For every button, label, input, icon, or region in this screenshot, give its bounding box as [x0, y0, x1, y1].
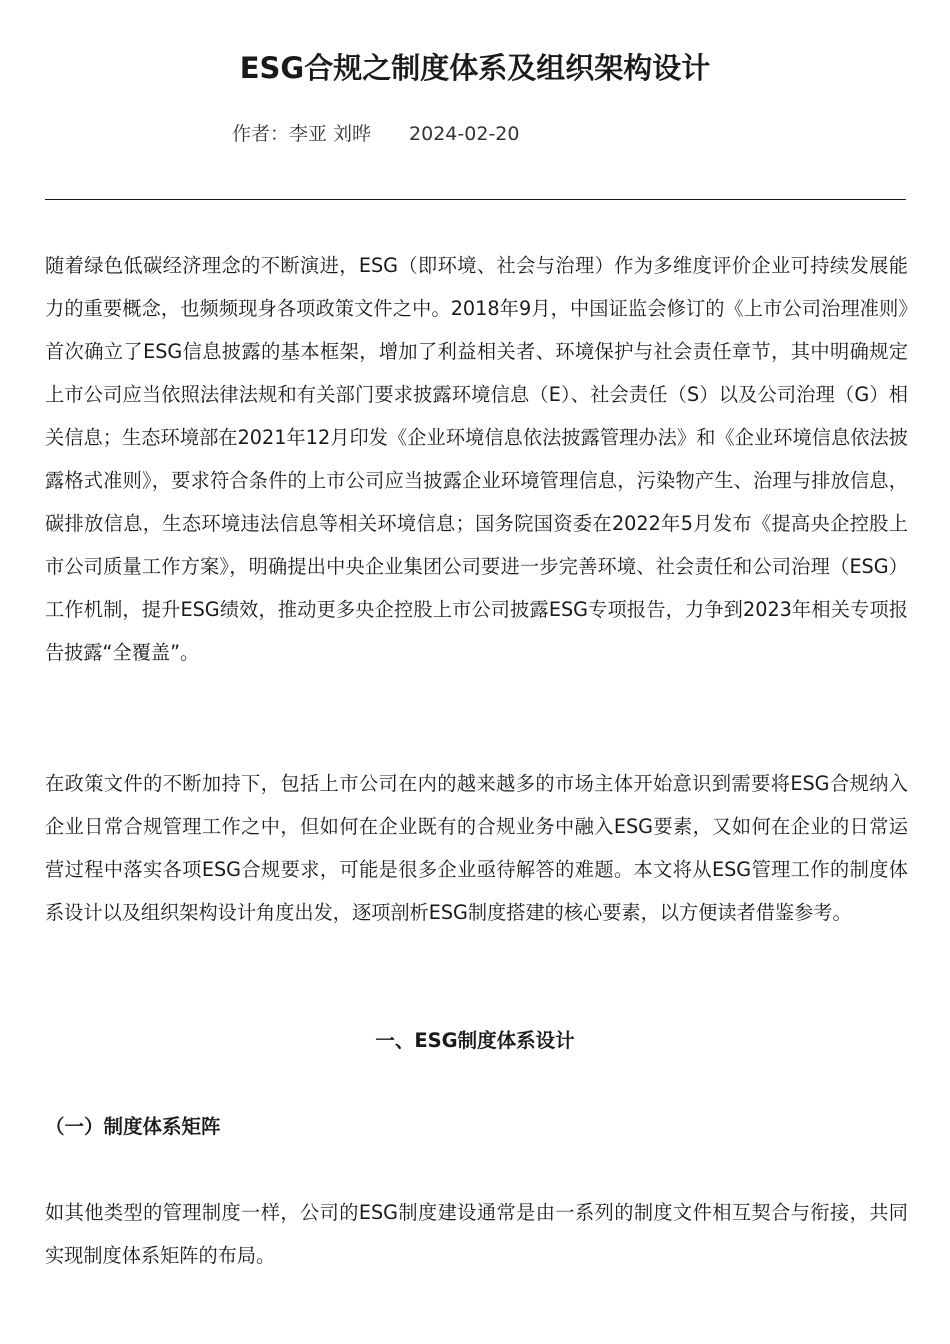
body-paragraph: 随着绿色低碳经济理念的不断演进，ESG（即环境、社会与治理）作为多维度评价企业可持续发展能力的重要概念，也频频现身各项政策文件之中。2018年9月，中国证监会修订的《上市公司治理准则》首次确立了ESG信息披露的基本框架，增加了利益相关者、环境保护与社会责任章节，其中明确规定上市公司应当依照法律法规和有关部门要求披露环境信息（E）、社会责任（S）以及公司治理（G）相关信息；生态环境部在2021年12月印发《企业环境信息依法披露管理办法》和《企业环境信息依法披露格式准则》，要求符合条件的上市公司应当披露企业环境管理信息，污染物产生、治理与排放信息，碳排放信息，生态环境违法信息等相关环境信息；国务院国资委在2022年5月发布《提高央企控股上市公司质量工作方案》，明确提出中央企业集团公司要进一步完善环境、社会责任和公司治理（ESG）工作机制，提升ESG绩效，推动更多央企控股上市公司披露ESG专项报告，力争到2023年相关专项报告披露“全覆盖”。 — [45, 254, 908, 664]
section-heading: 一、ESG制度体系设计 — [375, 1029, 575, 1052]
body-paragraph: 如其他类型的管理制度一样，公司的ESG制度建设通常是由一系列的制度文件相互契合与衔接，共同实现制度体系矩阵的布局。 — [45, 1201, 908, 1267]
author-name: 作者：李亚 刘晔 — [232, 123, 372, 145]
article-title: ESG合规之制度体系及组织架构设计 — [239, 51, 711, 85]
byline — [232, 120, 519, 148]
body-paragraph: 在政策文件的不断加持下，包括上市公司在内的越来越多的市场主体开始意识到需要将ESG合规纳入企业日常合规管理工作之中，但如何在企业既有的合规业务中融入ESG要素，又如何在企业的日常运营过程中落实各项ESG合规要求，可能是很多企业亟待解答的难题。本文将从ESG管理工作的制度体系设计以及组织架构设计角度出发，逐项剖析ESG制度搭建的核心要素，以方便读者借鉴参考。 — [45, 772, 908, 924]
publish-date: 2024-02-20 — [409, 123, 520, 145]
subsection-heading: （一）制度体系矩阵 — [45, 1115, 221, 1138]
title-divider — [45, 199, 906, 200]
